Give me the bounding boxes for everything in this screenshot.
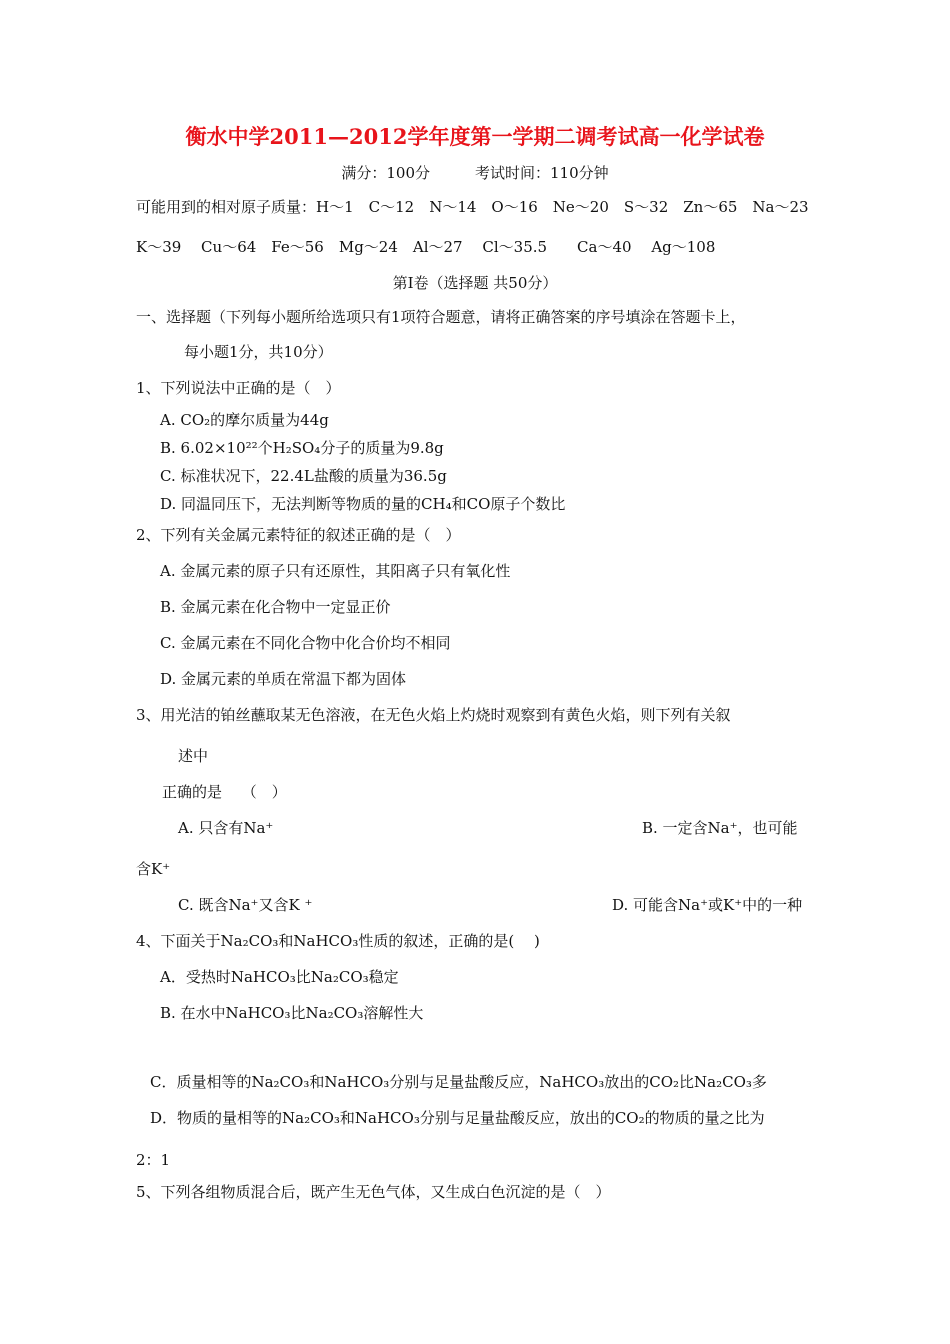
question-4-option-d: D．物质的量相等的Na₂CO₃和NaHCO₃分别与足量盐酸反应，放出的CO₂的物质的量之比为 — [150, 1109, 765, 1127]
question-3-stem-cont-2: 正确的是 （ ） — [162, 783, 287, 801]
question-2-stem: 2、下列有关金属元素特征的叙述正确的是（ ） — [136, 526, 461, 544]
question-1-option-b: B. 6.02×10²²个H₂SO₄分子的质量为9.8g — [160, 439, 444, 457]
question-1-option-d: D. 同温同压下，无法判断等物质的量的CH₄和CO原子个数比 — [160, 495, 566, 513]
question-3-option-d: D. 可能含Na⁺或K⁺中的一种 — [612, 896, 803, 914]
question-4-stem: 4、下面关于Na₂CO₃和NaHCO₃性质的叙述，正确的是( ) — [136, 932, 540, 950]
part1-instruction-cont: 每小题1分，共10分） — [184, 343, 333, 361]
question-3-option-b: B. 一定含Na⁺，也可能 — [642, 819, 798, 837]
question-1-stem: 1、下列说法中正确的是（ ） — [136, 379, 341, 397]
question-4-option-a: A．受热时NaHCO₃比Na₂CO₃稳定 — [160, 968, 399, 986]
question-2-option-b: B. 金属元素在化合物中一定显正价 — [160, 598, 391, 616]
question-1-option-a: A. CO₂的摩尔质量为44g — [160, 411, 329, 429]
section-title: 第Ⅰ卷（选择题 共50分） — [392, 274, 558, 292]
question-3-stem-cont: 述中 — [178, 747, 209, 765]
atomic-mass-line-2: K～39 Cu～64 Fe～56 Mg～24 Al～27 Cl～35.5 Ca～40 Ag～108 — [136, 238, 716, 256]
question-3-option-c: C. 既含Na⁺又含K ⁺ — [178, 896, 313, 914]
question-2-option-c: C. 金属元素在不同化合物中化合价均不相同 — [160, 634, 451, 652]
question-1-option-c: C. 标准状况下，22.4L盐酸的质量为36.5g — [160, 467, 447, 485]
question-2-option-a: A. 金属元素的原子只有还原性，其阳离子只有氧化性 — [160, 562, 511, 580]
exam-title: 衡水中学2011—2012学年度第一学期二调考试高一化学试卷 — [185, 124, 765, 149]
question-3-stem: 3、用光洁的铂丝蘸取某无色溶液，在无色火焰上灼烧时观察到有黄色火焰，则下列有关叙 — [136, 706, 731, 724]
part1-instruction: 一、选择题（下列每小题所给选项只有1项符合题意，请将正确答案的序号填涂在答题卡上， — [136, 308, 746, 326]
question-4-option-d-cont: 2：1 — [136, 1151, 171, 1169]
score-time-line: 满分：100分 考试时间：110分钟 — [341, 164, 609, 182]
question-4-option-b: B. 在水中NaHCO₃比Na₂CO₃溶解性大 — [160, 1004, 424, 1022]
atomic-mass-line-1: 可能用到的相对原子质量：H～1 C～12 N～14 O～16 Ne～20 S～32 Zn～65 Na～23 — [136, 198, 809, 216]
question-3-option-a: A. 只含有Na⁺ — [178, 819, 274, 837]
question-3-option-b-cont: 含K⁺ — [136, 860, 171, 878]
question-2-option-d: D. 金属元素的单质在常温下都为固体 — [160, 670, 407, 688]
question-5-stem: 5、下列各组物质混合后，既产生无色气体，又生成白色沉淀的是（ ） — [136, 1183, 611, 1201]
question-4-option-c: C．质量相等的Na₂CO₃和NaHCO₃分别与足量盐酸反应，NaHCO₃放出的CO₂比Na₂CO₃多 — [150, 1073, 767, 1091]
